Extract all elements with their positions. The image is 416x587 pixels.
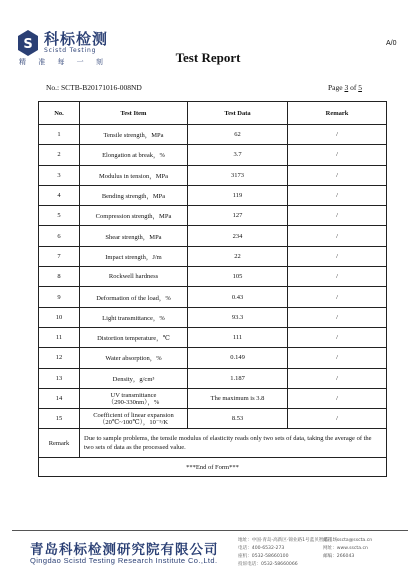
remark-row (39, 429, 387, 458)
cell-no: 13 (39, 368, 80, 388)
col-header-remark: Remark (288, 102, 387, 125)
cell-no: 10 (39, 307, 80, 327)
table-row (39, 145, 387, 165)
cell-no: 9 (39, 287, 80, 307)
table-row (39, 246, 387, 266)
cell-remark: / (288, 348, 387, 368)
page-sep: of (348, 83, 359, 92)
svg-text:S: S (23, 37, 33, 52)
cell-item-line1: UV transmittance (110, 391, 157, 399)
footer-landline: 座机：0532-58660100 (238, 554, 289, 559)
cell-item: Modulus in tension，MPa (80, 165, 188, 185)
document-version: A/0 (386, 40, 397, 47)
remark-text: Due to sample problems, the tensile modulus of elasticity reads only two sets of data, taking the average of the two sets of data as the processed value. (80, 429, 387, 458)
logo-text-en: Scistd Testing (44, 47, 97, 54)
cell-item: Shear strength，MPa (80, 226, 188, 246)
cell-remark: / (288, 287, 387, 307)
cell-item-line2: （20℃~100℃），10⁻⁵/K (98, 418, 169, 426)
footer-contact-right (323, 537, 372, 561)
table-row (39, 287, 387, 307)
cell-no: 11 (39, 327, 80, 347)
cell-data: 111 (188, 327, 288, 347)
table-row (39, 368, 387, 388)
page-current: 3 (344, 83, 349, 92)
cell-remark: / (288, 267, 387, 287)
page-number (328, 83, 362, 92)
cell-remark: / (288, 246, 387, 266)
cell-no: 15 (39, 409, 80, 429)
logo-text-cn: 科标检测 (44, 30, 109, 48)
table-row (39, 348, 387, 368)
cell-item: Water absorption，% (80, 348, 188, 368)
cell-remark: / (288, 165, 387, 185)
cell-remark: / (288, 307, 387, 327)
footer-website: 网址：www.sscta.cn (323, 546, 368, 551)
cell-data: 8.53 (188, 409, 288, 429)
cell-data: The maximum is 3.8 (188, 388, 288, 408)
remark-label: Remark (39, 429, 80, 458)
table-row (39, 185, 387, 205)
end-of-form: ***End of Form*** (39, 458, 387, 477)
table-row (39, 125, 387, 145)
cell-item: Elongation at break，% (80, 145, 188, 165)
results-table (38, 101, 387, 477)
cell-item (80, 409, 188, 429)
cell-data: 93.3 (188, 307, 288, 327)
cell-item: Compression strength，MPa (80, 206, 188, 226)
table-row (39, 226, 387, 246)
footer-fax: 投诉电话：0532-58660066 (238, 562, 298, 567)
table-row (39, 165, 387, 185)
cell-item: Deformation of the load，% (80, 287, 188, 307)
cell-remark: / (288, 125, 387, 145)
cell-data: 105 (188, 267, 288, 287)
cell-no: 4 (39, 185, 80, 205)
slogan: 精 准 每 一 刻 (19, 58, 108, 66)
cell-data: 1.187 (188, 368, 288, 388)
cell-no: 1 (39, 125, 80, 145)
cell-no: 12 (39, 348, 80, 368)
end-row (39, 458, 387, 477)
table-header-row (39, 102, 387, 125)
footer-postcode: 邮编：266043 (323, 554, 355, 559)
cell-data: 119 (188, 185, 288, 205)
cell-item-line1: Coefficient of linear expansion (93, 411, 174, 419)
cell-remark: / (288, 206, 387, 226)
cell-data: 3173 (188, 165, 288, 185)
cell-remark: / (288, 368, 387, 388)
page-title: Test Report (175, 50, 241, 65)
cell-item: Density，g/cm³ (80, 368, 188, 388)
table-row (39, 206, 387, 226)
col-header-item: Test Item (80, 102, 188, 125)
footer-email: 邮箱：sscta@sscta.cn (323, 538, 373, 543)
cell-data: 234 (188, 226, 288, 246)
report-number: No.: SCTB-B20171016-008ND (46, 83, 142, 92)
cell-item: Light transmittance，% (80, 307, 188, 327)
cell-no: 3 (39, 165, 80, 185)
cell-data: 0.43 (188, 287, 288, 307)
cell-remark: / (288, 185, 387, 205)
table-row (39, 267, 387, 287)
cell-data: 0.149 (188, 348, 288, 368)
cell-no: 2 (39, 145, 80, 165)
footer-address: 地址：中国·青岛·高新区·锦业路1号蓝贝智造工场 (238, 538, 338, 543)
table-row (39, 388, 387, 408)
cell-data: 22 (188, 246, 288, 266)
footer-institute-en: Qingdao Scistd Testing Research Institute Co.,Ltd. (30, 556, 218, 565)
footer-institute-cn: 青岛科标检测研究院有限公司 (30, 542, 219, 558)
cell-item: Bending strength，MPa (80, 185, 188, 205)
cell-no: 7 (39, 246, 80, 266)
page-total: 5 (358, 83, 362, 92)
footer-phone: 电话：400-6532-273 (238, 546, 285, 551)
cell-item: Rockwell hardness (80, 267, 188, 287)
table-row (39, 327, 387, 347)
col-header-no: No. (39, 102, 80, 125)
cell-remark: / (288, 145, 387, 165)
cell-data: 3.7 (188, 145, 288, 165)
cell-no: 14 (39, 388, 80, 408)
cell-item-line2: （290-330nm），% (107, 398, 160, 406)
cell-no: 8 (39, 267, 80, 287)
table-row (39, 409, 387, 429)
cell-data: 127 (188, 206, 288, 226)
cell-item (80, 388, 188, 408)
cell-remark: / (288, 327, 387, 347)
cell-remark: / (288, 388, 387, 408)
cell-item: Tensile strength，MPa (80, 125, 188, 145)
cell-data: 62 (188, 125, 288, 145)
table-row (39, 307, 387, 327)
cell-no: 6 (39, 226, 80, 246)
footer-divider (12, 530, 408, 531)
cell-remark: / (288, 226, 387, 246)
cell-no: 5 (39, 206, 80, 226)
cell-item: Impact strength，J/m (80, 246, 188, 266)
col-header-data: Test Data (188, 102, 288, 125)
cell-item: Distortion temperature，℃ (80, 327, 188, 347)
page-prefix: Page (328, 83, 345, 92)
cell-remark: / (288, 409, 387, 429)
